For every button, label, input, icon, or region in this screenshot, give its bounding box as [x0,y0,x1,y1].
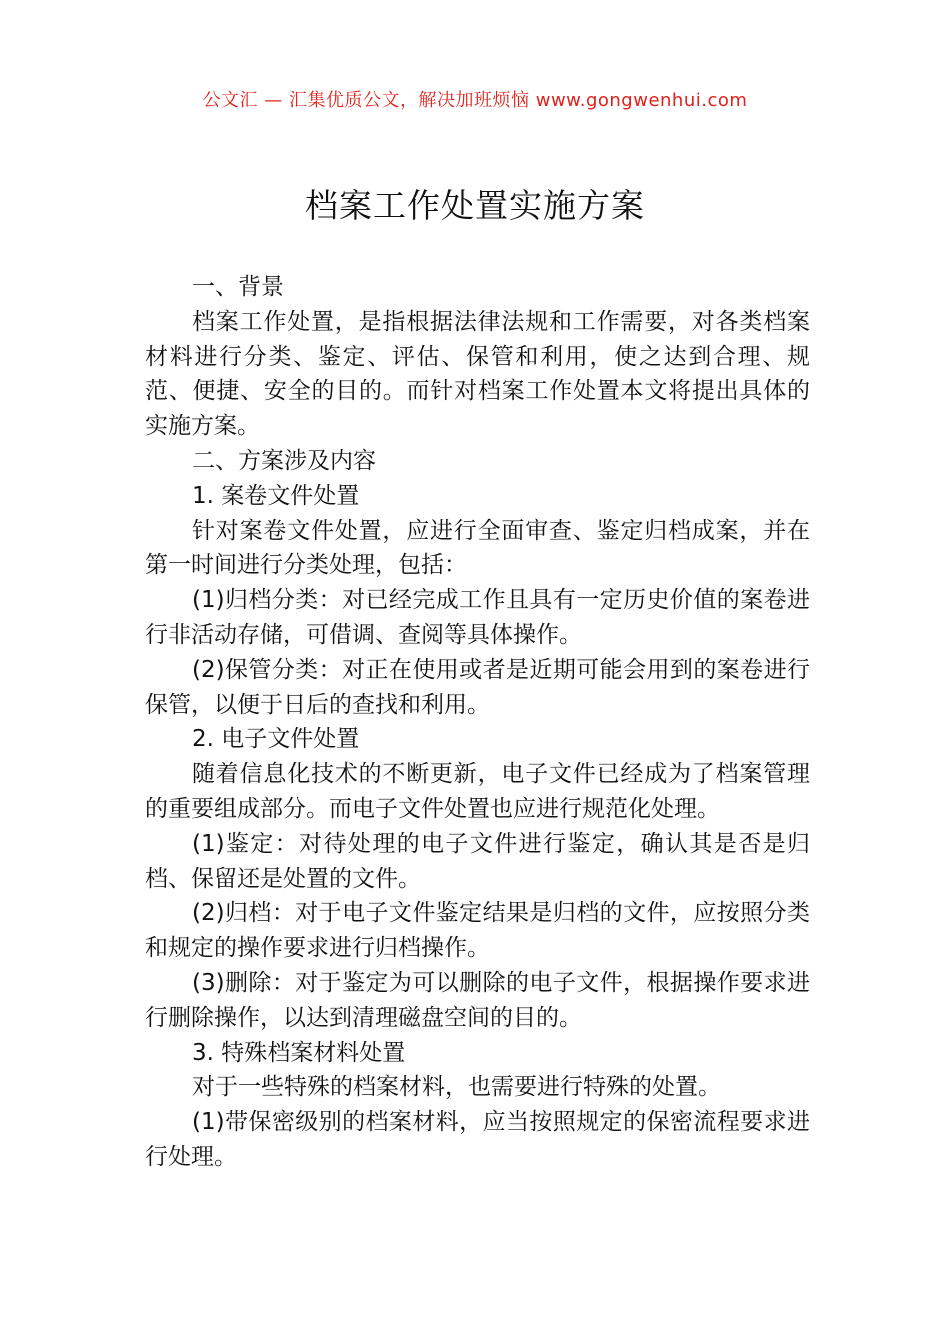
list-item-archiving: (2)归档：对于电子文件鉴定结果是归档的文件，应按照分类和规定的操作要求进行归档操作。 [145,900,810,962]
section-heading-content: 二、方案涉及内容 [192,447,376,474]
header-banner: 公文汇 — 汇集优质公文，解决加班烦恼 www.gongwenhui.com [202,90,748,111]
list-item-deletion: (3)删除：对于鉴定为可以删除的电子文件，根据操作要求进行删除操作，以达到清理磁盘空间的目的。 [145,969,810,1031]
subheading-case-files: 1. 案卷文件处置 [192,482,360,509]
list-item-classified-materials: (1)带保密级别的档案材料，应当按照规定的保密流程要求进行处理。 [145,1109,810,1170]
subheading-special-materials: 3. 特殊档案材料处置 [192,1039,406,1066]
paragraph-special-materials: 对于一些特殊的档案材料，也需要进行特殊的处置。 [192,1074,721,1101]
section-heading-background: 一、背景 [192,274,284,300]
subheading-electronic-files: 2. 电子文件处置 [192,726,360,753]
paragraph-case-files: 针对案卷文件处置，应进行全面审查、鉴定归档成案，并在第一时间进行分类处理，包括： [145,517,810,579]
document-body [145,270,810,1175]
document-title: 档案工作处置实施方案 [305,186,645,225]
list-item-archive-classification: (1)归档分类：对已经完成工作且具有一定历史价值的案卷进行非活动存储，可借调、查阅等具体操作。 [145,587,810,648]
list-item-custody-classification: (2)保管分类：对正在使用或者是近期可能会用到的案卷进行保管，以便于日后的查找和利用。 [145,656,810,718]
paragraph-background: 档案工作处置，是指根据法律法规和工作需要，对各类档案材料进行分类、鉴定、评估、保管和利用，使之达到合理、规范、便捷、安全的目的。而针对档案工作处置本文将提出具体的实施方案。 [145,308,810,440]
paragraph-electronic-files: 随着信息化技术的不断更新，电子文件已经成为了档案管理的重要组成部分。而电子文件处置也应进行规范化处理。 [145,761,810,822]
list-item-appraisal: (1)鉴定：对待处理的电子文件进行鉴定，确认其是否是归档、保留还是处置的文件。 [145,830,810,892]
